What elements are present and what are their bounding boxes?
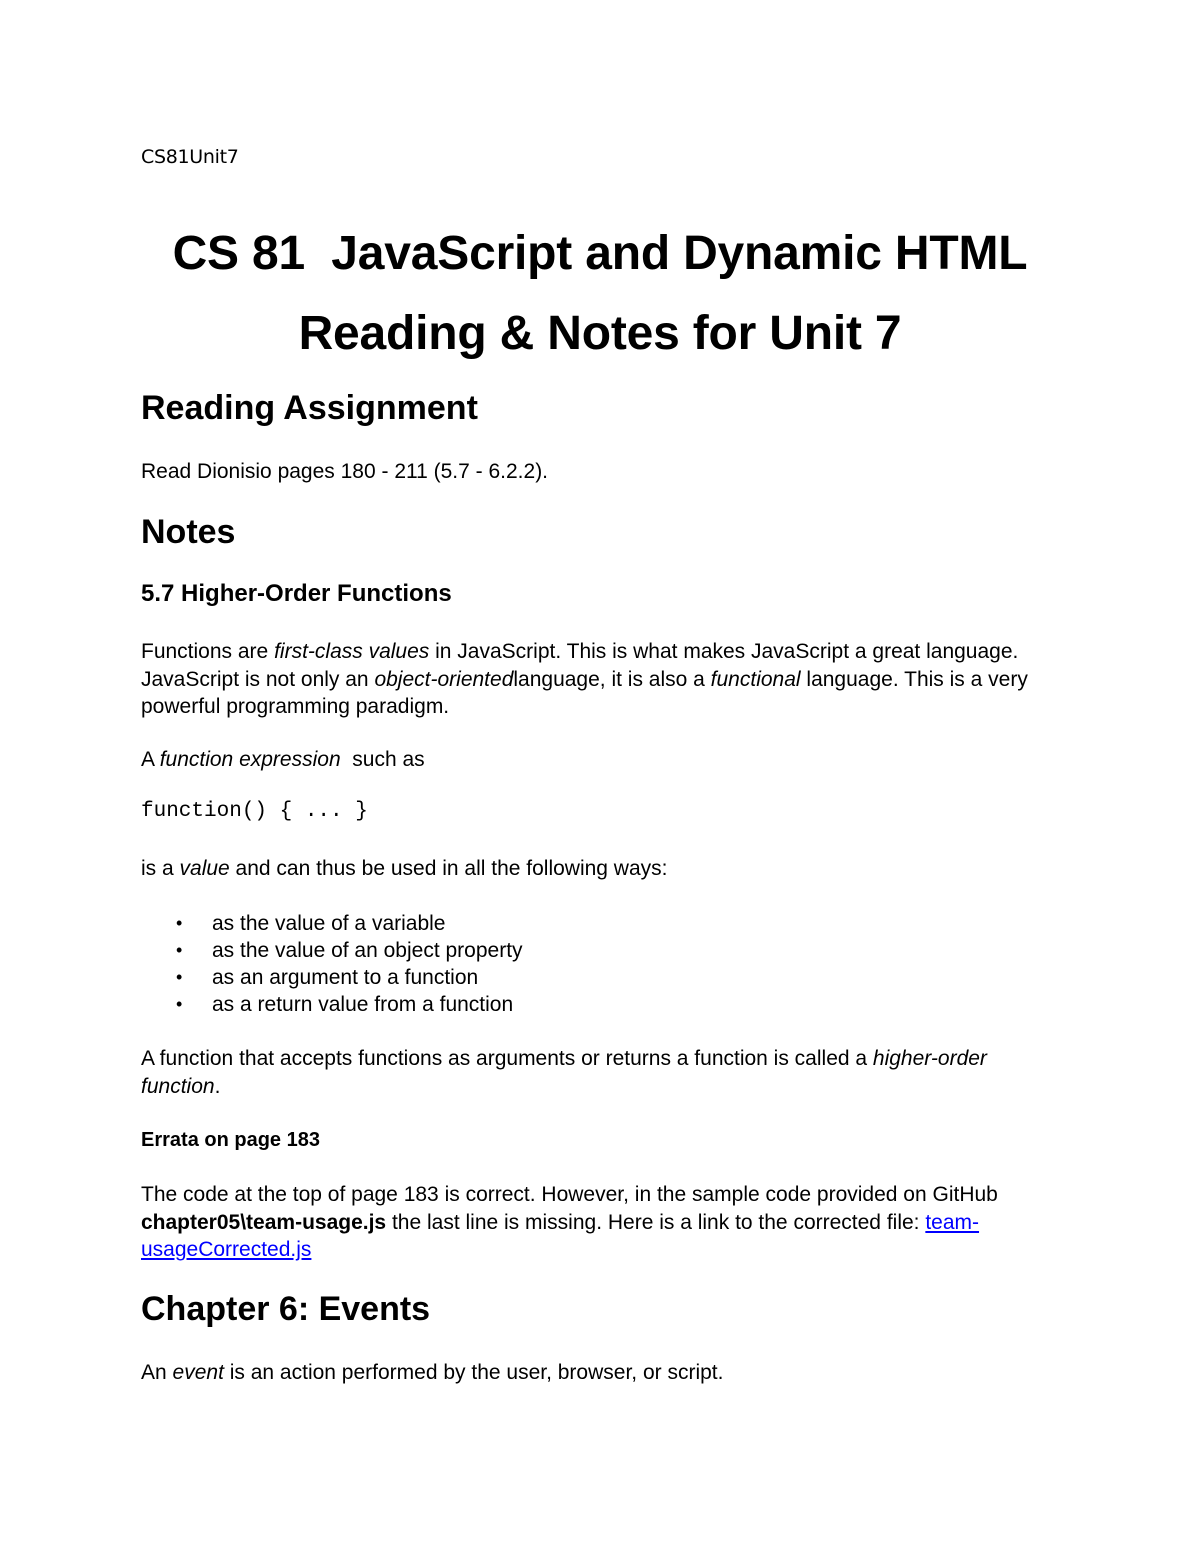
list-item-text: as an argument to a function [212, 966, 479, 989]
paragraph-errata [141, 1181, 1061, 1264]
document-subtitle: Reading & Notes for Unit 7 [298, 307, 902, 360]
usage-bullet-list [141, 910, 523, 1018]
corrected-file-link[interactable]: team-usageCorrected.js [141, 1210, 980, 1261]
emphasis-first-class-values: first-class values [274, 640, 430, 663]
text-run: language, it is also a [513, 667, 711, 691]
notes-heading: Notes [141, 513, 236, 551]
text-run: is an action performed by the user, browser, or script. [223, 1361, 724, 1384]
text-run: language. This is a very powerful programming paradigm. [141, 667, 1028, 718]
paragraph-function-expression [141, 746, 1061, 774]
text-run: in JavaScript. This is what makes JavaScript a great language. JavaScript is not only an [141, 640, 1019, 691]
code-function-expression: function() { ... } [141, 800, 368, 823]
section-heading-higher-order-functions: 5.7 Higher-Order Functions [141, 580, 452, 607]
list-item [141, 910, 523, 937]
text-run: such as [340, 748, 425, 771]
emphasis-event: event [172, 1361, 224, 1384]
paragraph-first-class-values [141, 638, 1061, 721]
emphasis-functional: functional [710, 667, 801, 691]
bullet-icon: • [176, 967, 183, 987]
bullet-icon: • [176, 940, 183, 960]
reading-assignment-text: Read Dionisio pages 180 - 211 (5.7 - 6.2.2). [141, 460, 549, 483]
paragraph-event-definition [141, 1359, 1061, 1387]
paragraph-higher-order-definition [141, 1045, 1041, 1100]
bullet-icon: • [176, 913, 183, 933]
list-item [141, 937, 523, 964]
list-item-text: as the value of an object property [212, 939, 523, 962]
emphasis-value: value [179, 857, 230, 880]
emphasis-higher-order-function: higher-order function [141, 1047, 987, 1098]
text-run: A [141, 748, 160, 771]
list-item-text: as a return value from a function [212, 993, 514, 1016]
list-item [141, 991, 523, 1018]
list-item-text: as the value of a variable [212, 912, 446, 935]
errata-heading: Errata on page 183 [141, 1129, 320, 1151]
list-item [141, 964, 523, 991]
text-run: . [214, 1074, 221, 1098]
text-run: the last line is missing. Here is a link to the corrected file: [386, 1210, 926, 1234]
text-run: Functions are [141, 640, 275, 663]
text-run: is a [141, 857, 180, 880]
document-title: CS 81 JavaScript and Dynamic HTML [172, 227, 1028, 280]
text-run: A function that accepts functions as arguments or returns a function is called a [141, 1047, 873, 1070]
bullet-icon: • [176, 994, 183, 1014]
filename-team-usage: chapter05\team-usage.js [141, 1210, 387, 1234]
reading-assignment-heading: Reading Assignment [141, 389, 478, 427]
text-run: and can thus be used in all the following ways: [229, 857, 668, 880]
document-header-label: CS81Unit7 [141, 146, 239, 168]
emphasis-function-expression: function expression [159, 748, 341, 771]
text-run: The code at the top of page 183 is correct. However, in the sample code provided on GitHub [141, 1183, 998, 1206]
text-run: An [141, 1361, 173, 1384]
chapter-6-heading: Chapter 6: Events [141, 1290, 431, 1328]
paragraph-is-a-value [141, 855, 1061, 883]
emphasis-object-oriented: object-oriented [374, 667, 514, 691]
